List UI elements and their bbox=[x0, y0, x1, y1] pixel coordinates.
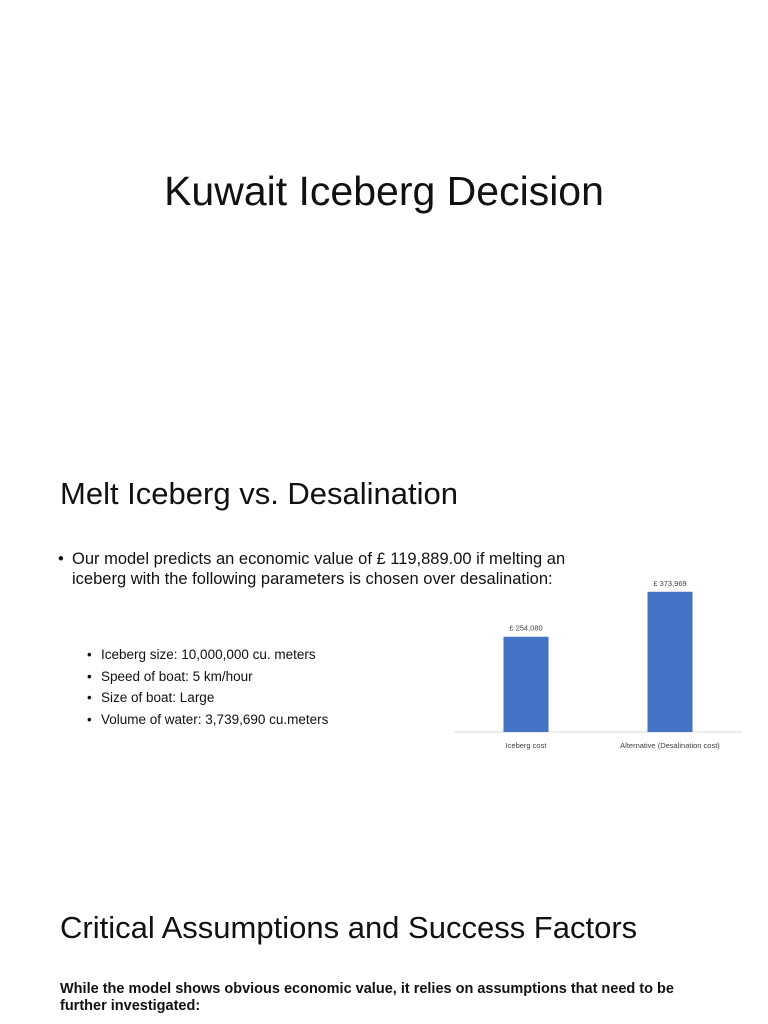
intro-paragraph: While the model shows obvious economic value, it relies on assumptions that need to be further investigated: bbox=[60, 981, 674, 1014]
bullet-icon: • bbox=[87, 690, 92, 705]
chart-category-label-iceberg: Iceberg cost bbox=[505, 741, 547, 750]
list-item bbox=[87, 644, 328, 666]
comparison-slide bbox=[0, 440, 768, 840]
title-slide bbox=[0, 0, 768, 440]
presentation-title: Kuwait Iceberg Decision bbox=[164, 168, 604, 214]
cost-comparison-chart bbox=[452, 568, 744, 758]
assumptions-slide bbox=[0, 840, 768, 1024]
bullet-icon: • bbox=[87, 647, 92, 662]
list-item bbox=[87, 687, 328, 709]
list-item-text: Iceberg size: 10,000,000 cu. meters bbox=[101, 647, 316, 662]
list-item bbox=[87, 666, 328, 688]
chart-data-label-iceberg: £ 254,080 bbox=[509, 623, 543, 633]
bullet-icon: • bbox=[58, 550, 64, 568]
list-item-text: Speed of boat: 5 km/hour bbox=[101, 668, 253, 684]
chart-bar-iceberg bbox=[504, 637, 549, 732]
parameter-list bbox=[87, 644, 328, 730]
slide-title: Melt Iceberg vs. Desalination bbox=[60, 476, 459, 511]
list-item bbox=[87, 709, 328, 731]
chart-category-label-alternative: Alternative (Desalination cost) bbox=[620, 741, 720, 750]
slide-title: Critical Assumptions and Success Factors bbox=[60, 910, 638, 945]
chart-data-label-alternative: £ 373,969 bbox=[653, 578, 687, 588]
chart-bar-alternative bbox=[648, 592, 693, 732]
list-item-text: Size of boat: Large bbox=[101, 690, 215, 705]
list-item-text: Volume of water: 3,739,690 cu.meters bbox=[101, 711, 329, 727]
bullet-icon: • bbox=[87, 668, 92, 684]
bullet-icon: • bbox=[87, 711, 92, 727]
main-bullet-text: Our model predicts an economic value of £ 119,889.00 if melting an iceberg with the following parameters is chosen over desalination: bbox=[72, 550, 566, 588]
